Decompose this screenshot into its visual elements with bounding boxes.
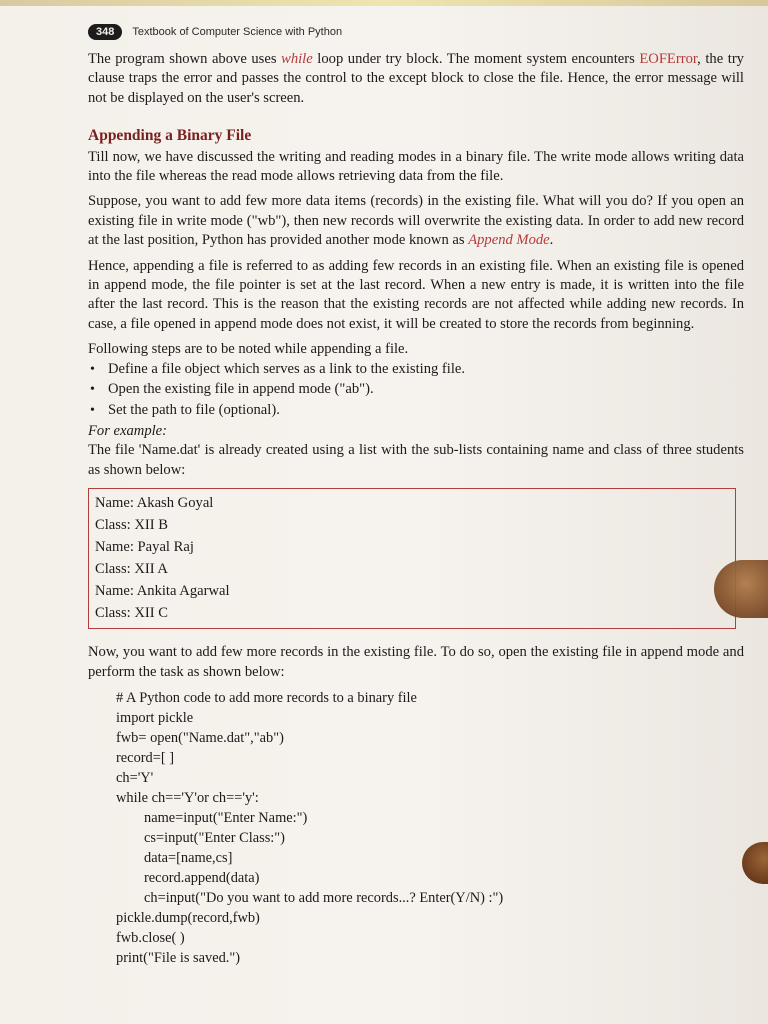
code-line: record=[ ] <box>116 749 175 766</box>
book-title: Textbook of Computer Science with Python <box>132 26 343 38</box>
code-line: cs=input("Enter Class:") <box>144 829 285 846</box>
code-line: print("File is saved.") <box>116 949 241 966</box>
records-box <box>88 488 736 629</box>
intro-text-end: , the try clause traps the error and passes the control to the except block to close the file. Hence, the error message will not be displayed on the user's screen. <box>88 51 744 106</box>
para-suppose-text: Suppose, you want to add few more data items (records) in the existing file. What will you do? If you open an existing file in write mode ("wb"), then new records will overwrite the existing data. In order to add new record at the last position, Python has provided another mode known as <box>88 193 744 249</box>
append-mode-term: Append Mode <box>468 232 550 249</box>
record-line: Name: Akash Goyal <box>95 495 214 512</box>
intro-text-mid: loop under try block. The moment system encounters <box>312 51 640 67</box>
record-line: Class: XII A <box>95 561 168 578</box>
page-header <box>88 24 342 40</box>
steps-list <box>88 360 744 420</box>
section-heading: Appending a Binary File <box>88 127 252 145</box>
code-line: import pickle <box>116 709 194 726</box>
list-item: • Open the existing file in append mode ("ab"). <box>88 380 744 399</box>
after-box-paragraph: Now, you want to add few more records in the existing file. To do so, open the existing file in append mode and perform the task as shown below: <box>88 644 744 680</box>
para-appending: Hence, appending a file is referred to as adding few records in an existing file. When an existing file is opened in append mode, the file pointer is set at the last record. When a new entry is made, it is written into the file after the last record. This is the reason that the existing records are not affected while adding new records. In case, a file opened in append mode does not exist, it will be created to store the records from beginning. <box>88 257 744 332</box>
code-line: ch='Y' <box>116 769 154 786</box>
thumb-overlay <box>714 560 768 618</box>
code-line: record.append(data) <box>144 869 260 886</box>
eoferror-keyword: EOFError <box>639 51 698 67</box>
steps-intro: Following steps are to be noted while appending a file. <box>88 341 409 358</box>
record-line: Name: Ankita Agarwal <box>95 583 230 600</box>
code-line: ch=input("Do you want to add more records...? Enter(Y/N) :") <box>144 889 504 906</box>
example-paragraph: The file 'Name.dat' is already created using a list with the sub-lists containing name and class of three students as shown below: <box>88 442 744 478</box>
intro-paragraph <box>88 50 744 108</box>
list-item: • Define a file object which serves as a link to the existing file. <box>88 360 744 379</box>
code-line: fwb.close( ) <box>116 929 185 946</box>
code-line: # A Python code to add more records to a binary file <box>116 689 417 706</box>
page-top-edge <box>0 0 768 6</box>
code-line: name=input("Enter Name:") <box>144 809 308 826</box>
para-modes: Till now, we have discussed the writing and reading modes in a binary file. The write mode allows writing data into the file whereas the read mode allows retrieving data from the file. <box>88 148 744 185</box>
para-suppose <box>88 192 744 250</box>
record-line: Class: XII C <box>95 605 168 622</box>
code-line: while ch=='Y'or ch=='y': <box>116 789 259 806</box>
para-suppose-end: . <box>549 232 554 249</box>
intro-text-start: The program shown above uses <box>88 51 282 67</box>
while-keyword: while <box>281 51 313 67</box>
for-example-label: For example: <box>88 422 168 439</box>
finger-overlay <box>742 842 768 884</box>
page-content <box>88 50 744 968</box>
page-number: 348 <box>88 24 122 40</box>
code-listing <box>88 688 744 968</box>
code-line: fwb= open("Name.dat","ab") <box>116 729 284 746</box>
record-line: Name: Payal Raj <box>95 539 194 556</box>
code-line: data=[name,cs] <box>144 849 233 866</box>
list-item: • Set the path to file (optional). <box>88 401 744 420</box>
record-line: Class: XII B <box>95 517 168 534</box>
code-line: pickle.dump(record,fwb) <box>116 909 260 926</box>
